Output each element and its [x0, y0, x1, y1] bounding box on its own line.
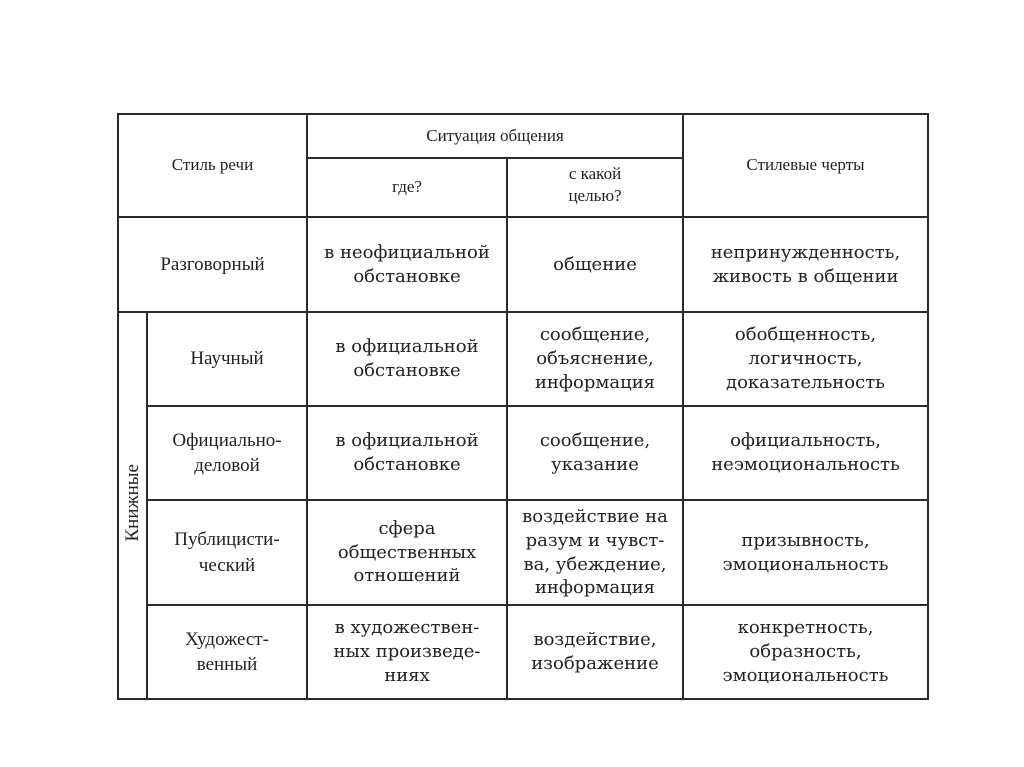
header-situation-label: Ситуация общения	[426, 125, 564, 145]
header-where-label: где?	[392, 177, 422, 197]
style-name-cell	[147, 605, 307, 699]
where-text: в художествен- ных произведе- ниях	[333, 617, 481, 686]
style-name: Публицисти- ческий	[174, 529, 280, 576]
features-cell	[683, 406, 928, 500]
group-label: Книжные	[121, 464, 143, 542]
purpose-text: воздействие на разум и чувст- ва, убеждение, информация	[522, 506, 668, 599]
purpose-cell	[507, 312, 683, 406]
style-name: Официально- деловой	[172, 429, 282, 476]
table-row	[118, 217, 928, 312]
table-row	[118, 500, 928, 605]
where-text: в официальной обстановке	[335, 336, 479, 381]
features-cell	[683, 312, 928, 406]
features-cell	[683, 500, 928, 605]
header-purpose-cell	[507, 158, 683, 217]
style-name: Разговорный	[160, 253, 265, 275]
where-text: сфера общественных отношений	[337, 517, 477, 587]
purpose-cell	[507, 500, 683, 605]
purpose-cell	[507, 217, 683, 312]
where-cell	[307, 406, 507, 500]
where-text: в официальной обстановке	[335, 430, 479, 475]
where-cell	[307, 605, 507, 699]
header-situation-cell	[307, 114, 683, 158]
speech-styles-table	[117, 113, 929, 700]
purpose-text: сообщение, объяснение, информация	[534, 324, 656, 393]
purpose-cell	[507, 406, 683, 500]
purpose-cell	[507, 605, 683, 699]
table-row	[118, 406, 928, 500]
features-text: призывность, эмоциональность	[722, 529, 889, 575]
header-purpose-label: с какой целью?	[568, 164, 622, 206]
table-row	[118, 312, 928, 406]
features-text: официальность, неэмоциональность	[711, 430, 900, 475]
style-name: Научный	[190, 348, 264, 370]
where-cell	[307, 500, 507, 605]
style-name-cell	[118, 217, 307, 312]
where-cell	[307, 312, 507, 406]
style-name-cell	[147, 500, 307, 605]
style-name: Художест- венный	[185, 628, 269, 675]
features-text: непринужденность, живость в общении	[710, 241, 901, 287]
header-row	[118, 114, 928, 158]
features-text: конкретность, образность, эмоциональность	[722, 617, 889, 686]
features-cell	[683, 217, 928, 312]
header-features-cell	[683, 114, 928, 217]
header-style-label: Стиль речи	[171, 155, 254, 175]
header-style-cell	[118, 114, 307, 217]
group-label-cell	[118, 312, 147, 699]
features-cell	[683, 605, 928, 699]
where-cell	[307, 217, 507, 312]
where-text: в неофициальной обстановке	[324, 241, 490, 287]
header-where-cell	[307, 158, 507, 217]
purpose-text: воздействие, изображение	[531, 629, 659, 674]
style-name-cell	[147, 312, 307, 406]
features-text: обобщенность, логичность, доказательность	[726, 324, 885, 393]
table-row	[118, 605, 928, 699]
purpose-text: общение	[553, 253, 637, 275]
header-features-label: Стилевые черты	[746, 155, 865, 175]
style-name-cell	[147, 406, 307, 500]
purpose-text: сообщение, указание	[539, 430, 651, 475]
